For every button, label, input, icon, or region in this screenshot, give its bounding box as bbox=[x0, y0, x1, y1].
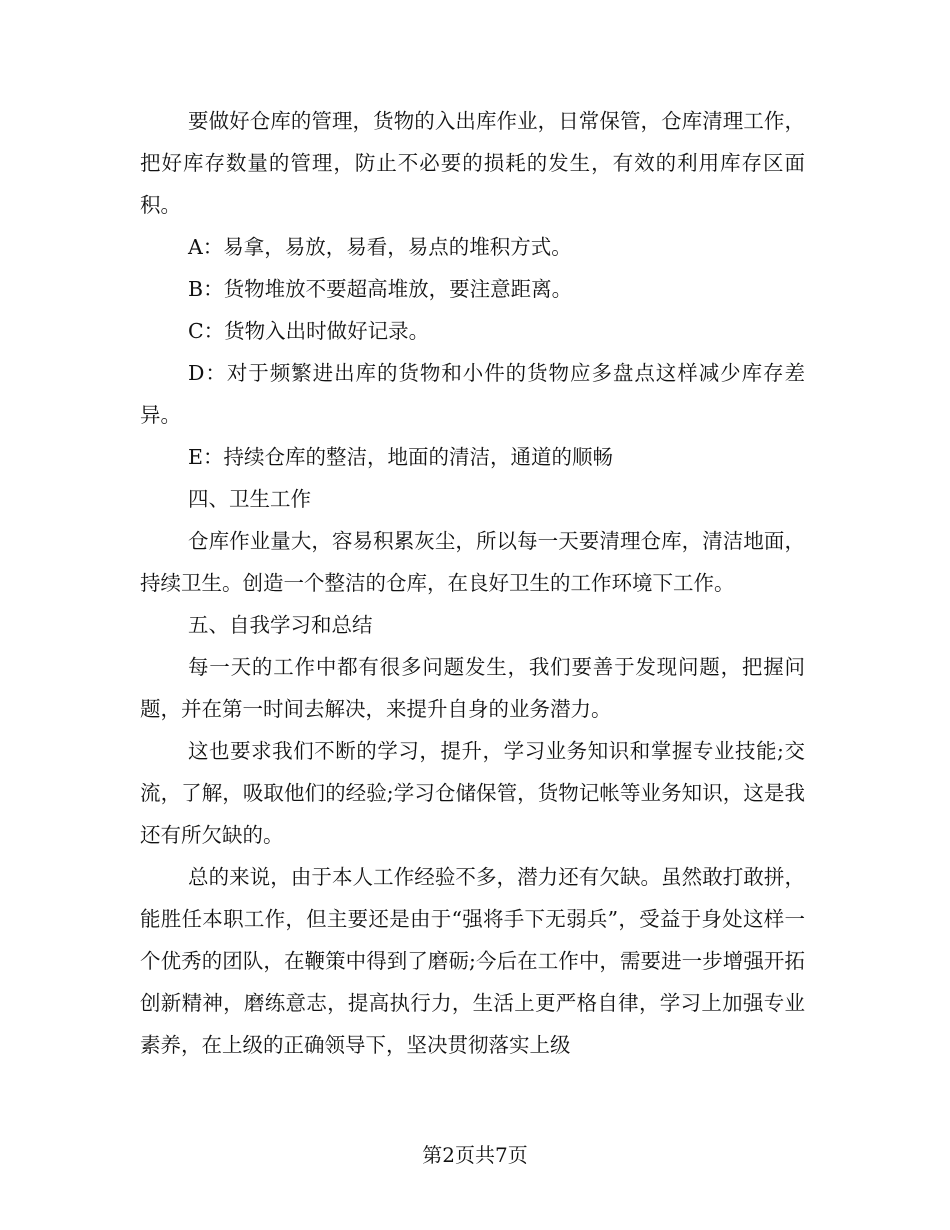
list-item-c: C：货物入出时做好记录。 bbox=[188, 319, 430, 343]
document-body bbox=[140, 100, 805, 1066]
paragraph-learning: 这也要求我们不断的学习，提升，学习业务知识和掌握专业技能;交流，了解，吸取他们的经验;学习仓储保管，货物记帐等业务知识，这是我还有所欠缺的。 bbox=[140, 739, 805, 847]
paragraph-problems: 每一天的工作中都有很多问题发生，我们要善于发现问题，把握问题，并在第一时间去解决，来提升自身的业务潜力。 bbox=[140, 655, 805, 721]
list-item-a: A：易拿，易放，易看，易点的堆积方式。 bbox=[188, 235, 572, 259]
paragraph-hygiene: 仓库作业量大，容易积累灰尘，所以每一天要清理仓库，清洁地面，持续卫生。创造一个整洁的仓库，在良好卫生的工作环境下工作。 bbox=[140, 529, 805, 595]
paragraph-summary: 总的来说，由于本人工作经验不多，潜力还有欠缺。虽然敢打敢拼，能胜任本职工作，但主要还是由于“强将手下无弱兵”，受益于身处这样一个优秀的团队，在鞭策中得到了磨砺;今后在工作中，需要进一步增强开拓创新精神，磨练意志，提高执行力，生活上更严格自律，学习上加强专业素养，在上级的正确领导下，坚决贯彻落实上级 bbox=[140, 865, 805, 1057]
list-item-d: D：对于频繁进出库的货物和小件的货物应多盘点这样减少库存差异。 bbox=[140, 361, 805, 427]
list-item-b: B：货物堆放不要超高堆放，要注意距离。 bbox=[188, 277, 573, 301]
section-heading-self-study: 五、自我学习和总结 bbox=[188, 613, 373, 637]
list-item-e: E：持续仓库的整洁，地面的清洁，通道的顺畅 bbox=[188, 445, 613, 469]
paragraph-warehouse-management: 要做好仓库的管理，货物的入出库作业，日常保管，仓库清理工作，把好库存数量的管理，防止不必要的损耗的发生，有效的利用库存区面积。 bbox=[140, 109, 805, 217]
page-number: 第2页共7页 bbox=[422, 1143, 528, 1167]
section-heading-hygiene: 四、卫生工作 bbox=[188, 487, 311, 511]
